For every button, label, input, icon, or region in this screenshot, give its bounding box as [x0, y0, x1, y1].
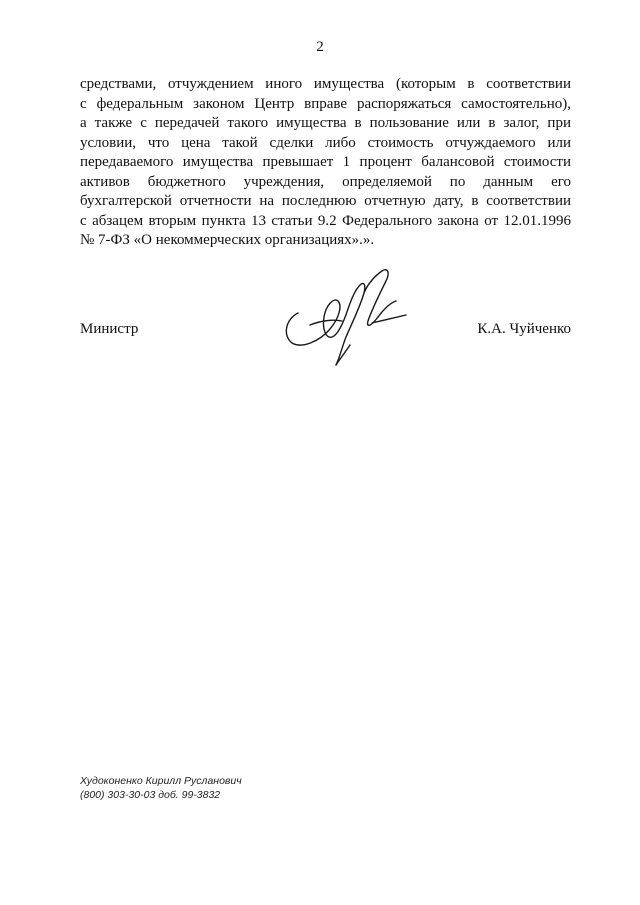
page-number: 2 — [316, 39, 324, 55]
body-line: передаваемого имущества превышает 1 процент балансовой стоимости — [80, 154, 571, 170]
signatory-name: К.А. Чуйченко — [477, 321, 571, 337]
body-line: с федеральным законом Центр вправе распоряжаться самостоятельно), — [80, 95, 571, 112]
body-line: активов бюджетного учреждения, определяемой по данным его — [80, 173, 571, 190]
body-line: условии, что цена такой сделки либо стоимость отчуждаемого или — [80, 134, 571, 151]
body-line: № 7-ФЗ «О некоммерческих организациях».». — [80, 232, 375, 248]
signature-row — [80, 318, 571, 340]
body-line: средствами, отчуждением иного имущества (которым в соответствии — [80, 76, 571, 92]
body-line: бухгалтерской отчетности на последнюю отчетную дату, в соответствии — [80, 193, 571, 209]
signatory-title: Министр — [80, 321, 139, 337]
executor-name: Худоконенко Кирилл Русланович — [80, 775, 242, 787]
executor-contact — [80, 774, 242, 802]
executor-phone: (800) 303-30-03 доб. 99-3832 — [80, 789, 221, 801]
body-line: а также с передачей такого имущества в пользование или в залог, при — [80, 115, 571, 131]
body-line: с абзацем вторым пункта 13 статьи 9.2 Федерального закона от 12.01.1996 — [80, 212, 571, 229]
body-paragraph — [80, 75, 571, 251]
